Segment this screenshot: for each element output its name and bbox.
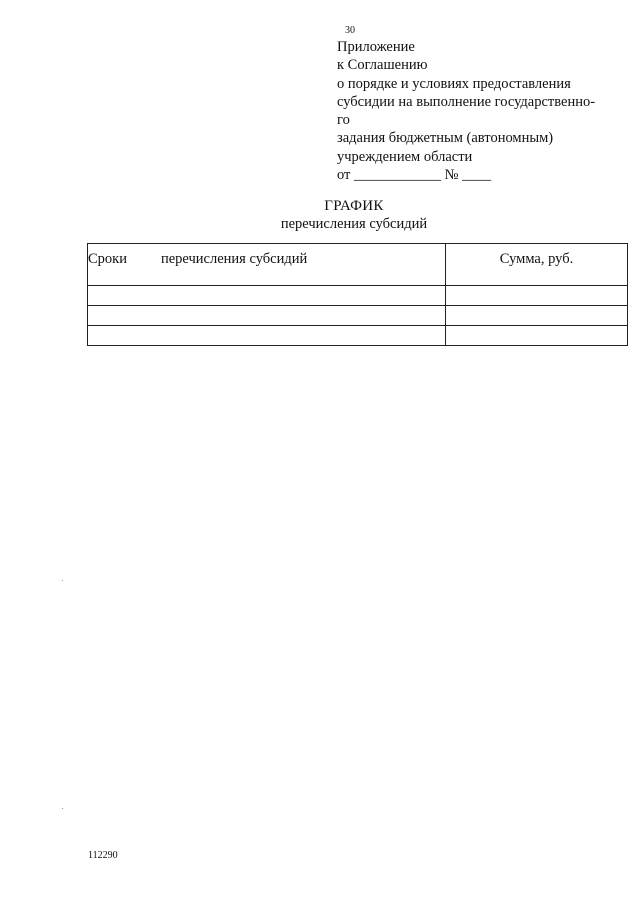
page-number: 30 <box>345 25 355 36</box>
header-sum: Сумма, руб. <box>446 244 628 286</box>
term-cell <box>88 286 446 306</box>
table-row <box>88 286 628 306</box>
schedule-subtitle: перечисления субсидий <box>280 216 428 232</box>
scan-speck <box>62 580 63 581</box>
table-row <box>88 306 628 326</box>
appendix-block <box>337 38 627 184</box>
schedule-title: ГРАФИК <box>324 198 384 214</box>
appendix-line: Приложение <box>337 39 415 55</box>
term-cell <box>88 326 446 346</box>
sum-cell <box>446 326 628 346</box>
term-cell <box>88 306 446 326</box>
appendix-line: к Соглашению <box>337 57 428 74</box>
scan-speck <box>62 808 63 809</box>
appendix-date-number-line: от ____________ № ____ <box>337 167 492 184</box>
header-term-part1: Сроки <box>88 251 127 267</box>
table-header-row <box>88 244 628 286</box>
header-term-part2: перечисления субсидий <box>160 251 308 267</box>
appendix-line: го <box>337 112 350 129</box>
sum-cell <box>446 306 628 326</box>
header-term <box>88 244 446 286</box>
footer-code: 112290 <box>88 850 118 861</box>
table-row <box>88 326 628 346</box>
sum-cell <box>446 286 628 306</box>
schedule-table <box>87 243 628 346</box>
appendix-line: о порядке и условиях предоставления <box>337 75 571 92</box>
schedule-heading <box>0 197 640 233</box>
appendix-line: субсидии на выполнение государственно- <box>337 93 596 110</box>
appendix-line: задания бюджетным (автономным) <box>337 130 554 147</box>
appendix-line: учреждением области <box>337 148 473 165</box>
